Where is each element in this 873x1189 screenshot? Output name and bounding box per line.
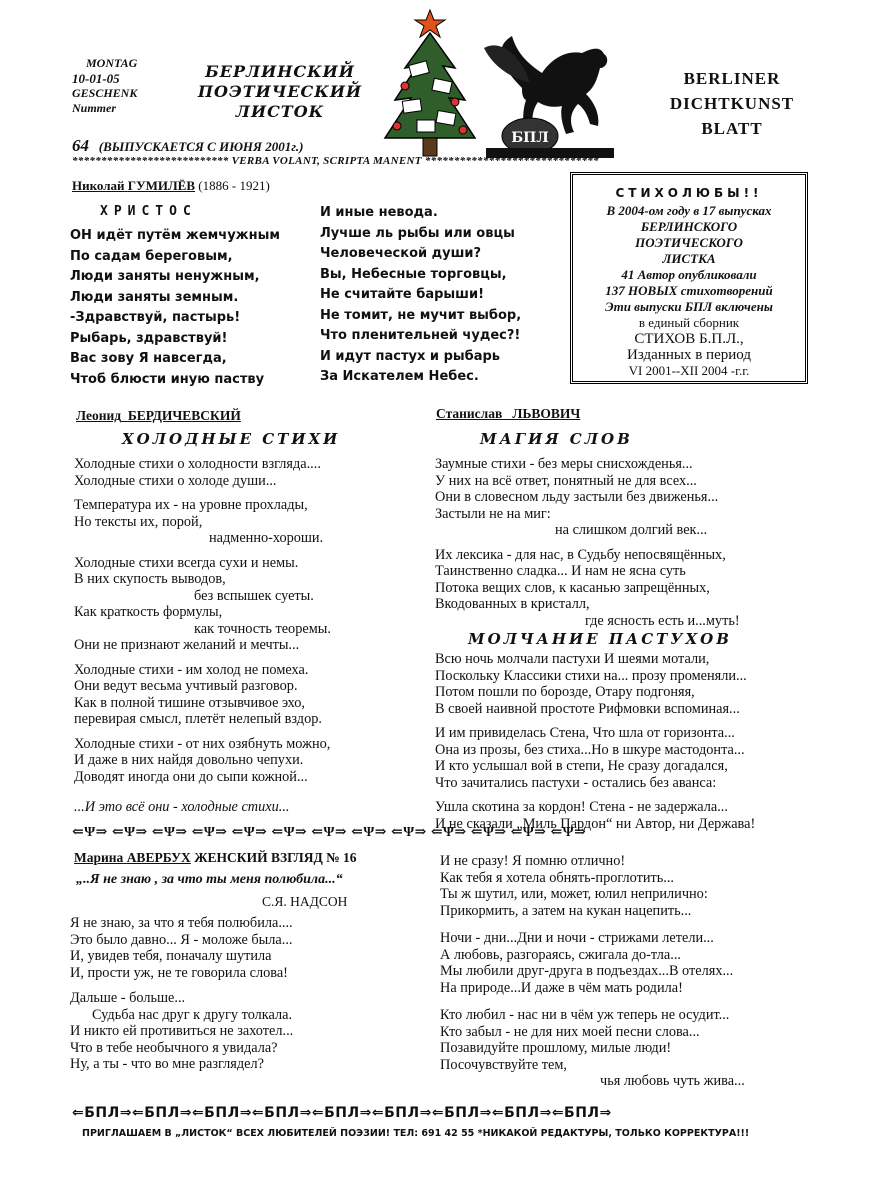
verse-line: ...И это всё они - холодные стихи... — [74, 799, 290, 815]
verse-line: Чтоб блюсти иную паству — [70, 371, 265, 387]
series-title: ЖЕНСКИЙ ВЗГЛЯД № 16 — [194, 850, 357, 865]
verse-line: без вспышек суеты. — [194, 587, 314, 604]
weekday: MONTAG — [86, 56, 138, 70]
verse-line: Холодные стихи о холоде души... — [74, 472, 277, 489]
verse-line: Холодные стихи - от них озябнуть можно, — [74, 735, 331, 752]
verse-line: Что зачитались пастухи - остались без аванса: — [435, 774, 717, 791]
verse-line: И никто ей противиться не захотел... — [70, 1023, 294, 1039]
epigraph: „..Я не знаю , за что ты меня полюбила...“ — [76, 872, 343, 887]
box-line: 137 НОВЫХ стихотворений — [605, 283, 773, 298]
verse-line: Температура их - на уровне прохлады, — [74, 497, 308, 513]
footer-separator: ⇐БПЛ⇒⇐БПЛ⇒⇐БПЛ⇒⇐БПЛ⇒⇐БПЛ⇒⇐БПЛ⇒⇐БПЛ⇒⇐БПЛ⇒⇐БПЛ⇒ — [72, 1105, 612, 1121]
verse-line: На природе...И даже в чём мать родила! — [440, 979, 683, 996]
masthead-title — [185, 62, 375, 122]
verse-line: Что в тебе необычного я увидала? — [70, 1039, 278, 1056]
poem-title-magic: МАГИЯ СЛОВ — [480, 430, 633, 448]
verse-line: Таинственно сладка... И нам не ясна суть — [435, 563, 686, 579]
verse-line: перевирая смысл, плетёт нелепый вздор. — [74, 711, 322, 727]
author-last: ГУМИЛЁВ — [127, 178, 196, 193]
verse-line: Всю ночь молчали пастухи И шеями мотали, — [435, 651, 710, 667]
poem-berdichevsky — [74, 456, 331, 816]
masthead-title-de — [652, 66, 812, 141]
verse-line: И кто услышал вой в степи, Не сразу догадался, — [435, 758, 728, 774]
verse-line: Как тебя я хотела обнять-проглотить... — [440, 869, 674, 886]
verse-line: Человеческой души? — [320, 246, 482, 261]
verse-line: Люди заняты ненужным, — [70, 269, 260, 284]
verse-line: И не сразу! Я помню отлично! — [440, 853, 626, 869]
poem-title-shepherds: МОЛЧАНИЕ ПАСТУХОВ — [468, 630, 732, 648]
verse-line: У них на всё ответ, понятный не для всех... — [435, 472, 697, 489]
verse-line: Кто любил - нас ни в чём уж теперь не осудит... — [440, 1007, 730, 1023]
pegasus-emblem-icon — [482, 28, 617, 160]
verse-line: на слишком долгий век... — [555, 522, 708, 538]
issue-date: 10-01-05 — [72, 71, 120, 86]
verse-line: Они не признают желаний и мечты... — [74, 637, 300, 653]
verse-line: ОН идёт путём жемчужным — [70, 228, 280, 243]
verse-line: чья любовь чуть жива... — [600, 1073, 745, 1089]
verse-line: Ну, а ты - что во мне разглядел? — [70, 1056, 264, 1072]
verse-line: В них скупость выводов, — [74, 571, 226, 587]
verse-line: Судьба нас друг к другу толкала. — [92, 1006, 293, 1023]
issue-info — [72, 56, 137, 116]
poem-lvovich — [435, 456, 740, 629]
emblem-text: БПЛ — [511, 130, 549, 146]
author-lvovich — [436, 406, 580, 422]
verse-line: Холодные стихи - им холод не помеха. — [74, 661, 309, 678]
author-last: БЕРДИЧЕВСКИЙ — [127, 408, 241, 423]
poem-title-cold: ХОЛОДНЫЕ СТИХИ — [122, 430, 341, 448]
verse-line: Кто забыл - не для них моей песни слова... — [440, 1023, 700, 1040]
since-label: (ВЫПУСКАЕТСЯ С ИЮНЯ 2001г.) — [98, 139, 304, 154]
verse-line: Поскольку Классики стихи на... прозу променяли... — [435, 667, 747, 684]
verse-line: Прикормить, а затем на кукан нацепить... — [440, 902, 692, 919]
title-de-line: BLATT — [701, 119, 763, 138]
title-de-line: BERLINER — [683, 69, 781, 88]
verse-line: Не томит, не мучит выбор, — [320, 307, 522, 323]
poem-averbukh-right — [440, 853, 745, 1090]
title-line: ЛИСТОК — [235, 102, 325, 121]
verse-line: Это было давно... Я - моложе была... — [70, 931, 293, 948]
verse-line: И не сказали „Миль Пардон“ ни Автор, ни Держава! — [435, 815, 756, 832]
verse-line: И, увидев тебя, поначалу шутила — [70, 948, 272, 964]
verse-line: И, прости уж, не те говорила слова! — [70, 964, 288, 981]
verse-line: Они в словесном льду застыли без движенья... — [435, 489, 719, 505]
verse-line: надменно-хороши. — [209, 530, 324, 546]
verse-line: Посочувствуйте тем, — [440, 1056, 567, 1073]
author-first: Станислав — [436, 406, 503, 421]
verse-line: Ушла скотина за кордон! Стена - не задержала... — [435, 799, 728, 815]
verse-line: Доводят иногда они до сыпи кожной... — [74, 768, 308, 785]
stats-box — [570, 172, 808, 384]
verse-line: Вы, Небесные торговцы, — [320, 266, 507, 282]
verse-line: За Искателем Небес. — [320, 369, 479, 384]
christmas-tree-icon — [375, 8, 485, 163]
verse-line: Вкодованных в кристалл, — [435, 596, 590, 612]
box-line: 41 Автор опубликовали — [621, 267, 757, 282]
box-line: Изданных в период — [627, 347, 751, 363]
box-line: В 2004-ом году в 17 выпусках — [606, 203, 772, 218]
verse-line: где ясность есть и...муть! — [585, 612, 740, 629]
verse-line: как точность теоремы. — [194, 620, 331, 637]
footer-invite: ПРИГЛАШАЕМ В „ЛИСТОК“ ВСЕХ ЛЮБИТЕЛЕЙ ПОЭЗИИ! ТЕЛ: 691 42 55 *НИКАКОЙ РЕДАКТУРЫ, ТОЛЬКО КОРРЕКТУРА!!! — [82, 1128, 750, 1139]
verse-line: Люди заняты земным. — [70, 289, 239, 305]
verse-line: Потока вещих слов, к касанью запрещённых, — [435, 579, 710, 596]
author-gumilev — [72, 178, 270, 194]
verse-line: Не считайте барыши! — [320, 287, 485, 302]
author-first: Марина — [74, 850, 124, 865]
nummer-label: Nummer — [72, 101, 117, 115]
box-line: в единый сборник — [638, 315, 740, 330]
verse-line: Потом пошли по борозде, Отару подгоняя, — [435, 684, 695, 700]
verse-line: Я не знаю, за что я тебя полюбила.... — [70, 915, 293, 931]
verse-line: Застыли не на миг: — [435, 505, 551, 522]
box-line: ЛИСТКА — [662, 251, 716, 266]
author-berdichevsky — [76, 408, 241, 424]
author-first: Леонид — [76, 408, 122, 423]
poem-lvovich-shepherds — [435, 651, 755, 832]
verse-line: И иные невода. — [320, 205, 438, 220]
author-averbukh — [74, 850, 357, 866]
verse-line: Что пленительней чудес?! — [320, 328, 521, 343]
verse-line: В своей наивной простоте Рифмовки вспоминая... — [435, 700, 740, 717]
issue-number: 64 — [72, 136, 89, 155]
verse-line: Дальше - больше... — [70, 990, 186, 1006]
verse-line: Как краткость формулы, — [74, 604, 223, 620]
motto-line: *************************** VERBA VOLANT, SCRIPTA MANENT ****************************** — [72, 155, 599, 167]
box-line: СТИХОВ Б.П.Л., — [634, 331, 744, 347]
author-first: Николай — [72, 178, 125, 193]
verse-line: Как в полной тишине отзывчивое эхо, — [74, 694, 305, 711]
verse-line: И им привиделась Стена, Что шла от горизонта... — [435, 725, 735, 741]
author-last: ЛЬВОВИЧ — [512, 406, 581, 421]
poem-title-christ: ХРИСТОС — [100, 204, 197, 219]
section-separator: ⇐Ψ⇒ ⇐Ψ⇒ ⇐Ψ⇒ ⇐Ψ⇒ ⇐Ψ⇒ ⇐Ψ⇒ ⇐Ψ⇒ ⇐Ψ⇒ ⇐Ψ⇒ ⇐Ψ⇒ ⇐Ψ⇒ ⇐Ψ⇒ ⇐Ψ⇒ — [72, 825, 587, 840]
verse-line: Заумные стихи - без меры снисхожденья... — [435, 456, 693, 472]
title-de-line: DICHTKUNST — [669, 94, 795, 113]
verse-line: Мы любили друг-друга в подъездах...В отелях... — [440, 963, 734, 979]
poem-averbukh-left — [70, 915, 293, 1073]
verse-line: Но тексты их, порой, — [74, 513, 203, 530]
verse-line: Вас зову Я навсегда, — [70, 351, 227, 366]
box-line: VI 2001--XII 2004 -г.г. — [628, 363, 750, 378]
verse-line: По садам береговым, — [70, 248, 233, 264]
verse-line: Лучше ль рыбы или овцы — [320, 225, 515, 241]
gift-label: GESCHENK — [72, 86, 138, 100]
verse-line: Рыбарь, здравствуй! — [70, 330, 228, 346]
verse-line: Позавидуйте прошлому, милые люди! — [440, 1040, 672, 1056]
verse-line: Ночи - дни...Дни и ночи - стрижами летели... — [440, 930, 714, 946]
verse-line: И даже в них найдя довольно чепухи. — [74, 752, 304, 768]
verse-line: -Здравствуй, пастырь! — [70, 310, 241, 325]
box-line: ПОЭТИЧЕСКОГО — [635, 235, 743, 250]
verse-line: Их лексика - для нас, в Судьбу непосвящённых, — [435, 546, 726, 563]
author-years: (1886 - 1921) — [198, 178, 270, 193]
verse-line: Холодные стихи о холодности взгляда.... — [74, 456, 321, 472]
verse-line: Она из прозы, без стиха...Но в шкуре мастодонта... — [435, 741, 745, 758]
title-line: БЕРЛИНСКИЙ — [205, 62, 355, 81]
issue-number-line — [72, 136, 303, 156]
poem-gumilev-col1 — [70, 226, 280, 390]
poem-gumilev-col2 — [320, 203, 521, 388]
epigraph-author: С.Я. НАДСОН — [262, 894, 348, 909]
title-line: ПОЭТИЧЕСКИЙ — [197, 82, 363, 101]
verse-line: Холодные стихи всегда сухи и немы. — [74, 554, 299, 571]
author-last: АВЕРБУХ — [126, 850, 191, 865]
box-line: Эти выпуски БПЛ включены — [605, 299, 773, 314]
verse-line: Ты ж шутил, или, может, юлил неприлично: — [440, 886, 708, 902]
verse-line: И идут пастух и рыбарь — [320, 348, 501, 364]
box-title: СТИХОЛЮБЫ!! — [615, 186, 763, 200]
verse-line: Они ведут весьма учтивый разговор. — [74, 678, 298, 694]
verse-line: А любовь, разгораясь, сжигала до-тла... — [440, 946, 681, 963]
box-line: БЕРЛИНСКОГО — [640, 219, 738, 234]
